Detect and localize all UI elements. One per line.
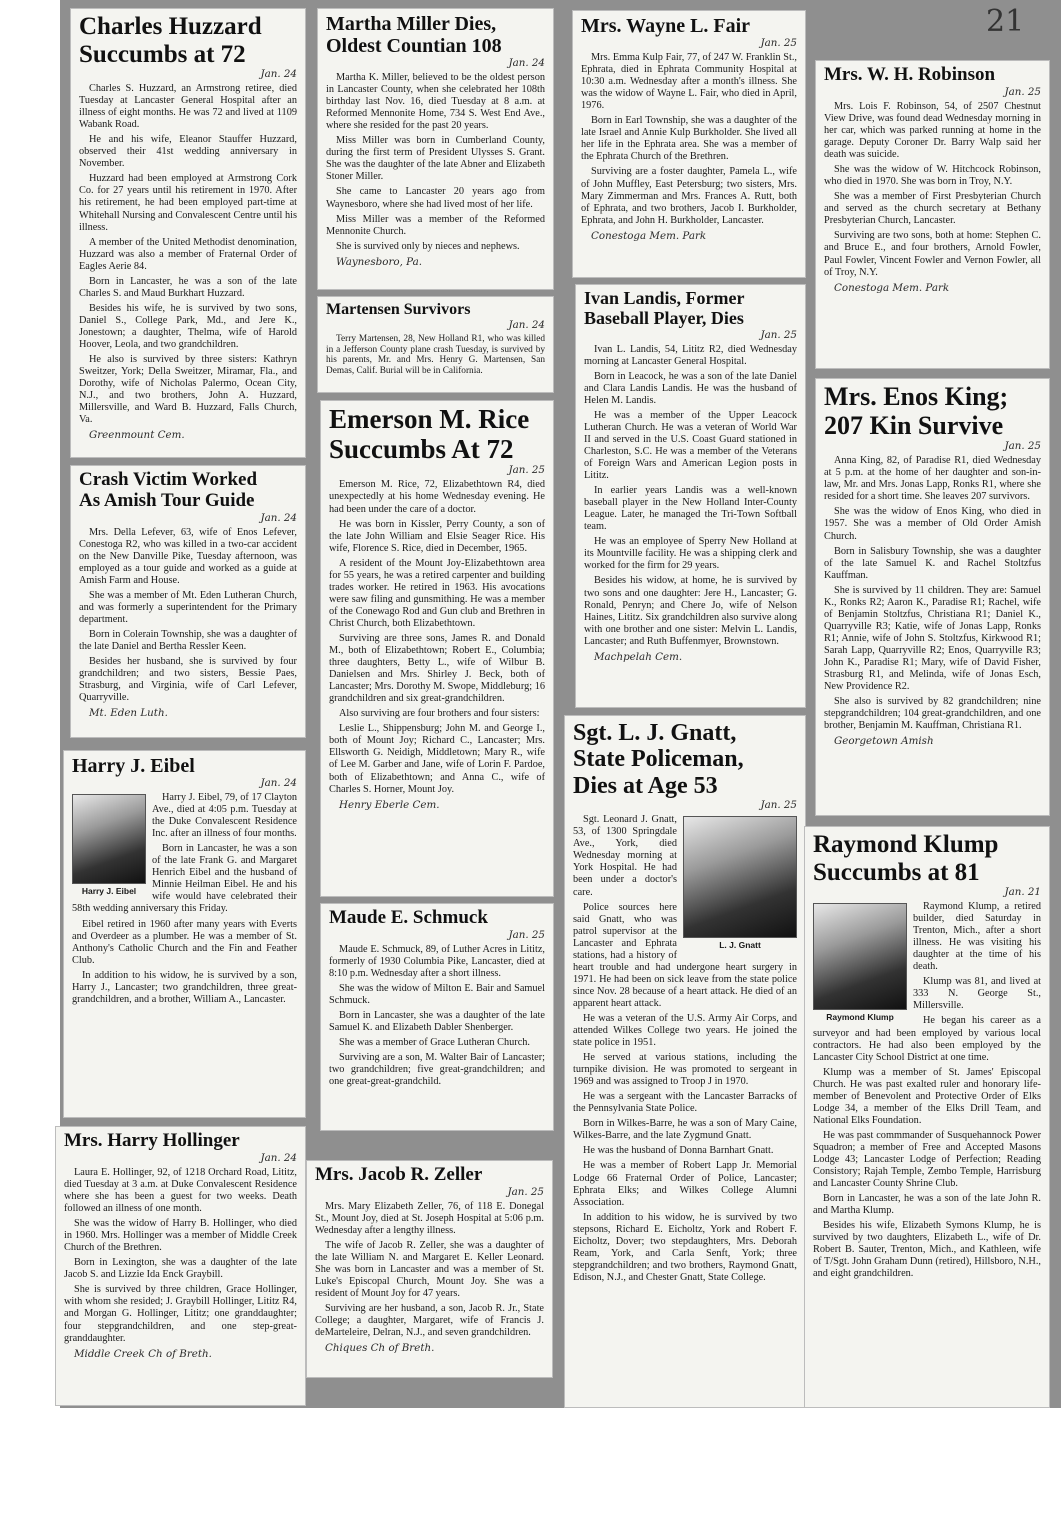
body-paragraph: Harry J. Eibel, 79, of 17 Clayton Ave., died at 4:05 p.m. Tuesday at the Duke Convalescent Residence Inc. after an illness of four months. xyxy=(152,792,297,840)
obituary-eibel xyxy=(63,750,306,1118)
body-paragraph: Police sources here said Gnatt, who was patrol supervisor at the Lancaster and Ephrata stations, had a history of heart trouble and had undergone heart surgery in 1971. He had been on sick leave from the state police since Nov. 28 because of a heart attack. He died of an apparent heart attack. xyxy=(573,901,797,1009)
headline: Mrs. Jacob R. Zeller xyxy=(315,1164,483,1185)
body-paragraph: A resident of the Mount Joy-Elizabethtown area for 55 years, he was a retired carpenter and building trades worker. He retired in 1963. His avocations were saw filing and gunsmithing. He was a member of the Conewago Rod and Gun club and Brethren in Christ Church, both Elizabethtown. xyxy=(329,557,545,629)
body-paragraph: Born in Colerain Township, she was a daughter of the late Daniel and Bertha Ressler Keen. xyxy=(79,629,297,653)
headline: Succumbs at 72 xyxy=(79,40,246,68)
headline: Mrs. W. H. Robinson xyxy=(824,64,996,85)
body-paragraph: He was a member of Robert Lapp Jr. Memorial Lodge 66 Fraternal Order of Police, Lancaster; Ephrata Elks; and Wilkes College Alumni Association. xyxy=(573,1160,797,1208)
body-paragraph: Surviving are her husband, a son, Jacob R. Jr., State College; a daughter, Margaret, wife of Francis J. deMarteleire, Delran, N.J., and seven grandchildren. xyxy=(315,1303,544,1339)
handwritten-note: Greenmount Cem. xyxy=(89,429,185,442)
body-paragraph: He was an employee of Sperry New Holland at its Mountville facility. He was a shipping clerk and worked for the firm for 29 years. xyxy=(584,536,797,572)
body-paragraph: She was the widow of Enos King, who died in 1957. She was a member of Old Order Amish Church. xyxy=(824,506,1041,542)
body-paragraph: Martha K. Miller, believed to be the oldest person in Lancaster County, when she celebrated her 108th birthday last Nov. 16, died Tuesday at 8 a.m. at Reformed Mennonite Home, 734 S. West End Ave., where she resided for the past 20 years. xyxy=(326,72,545,132)
body-paragraph: Besides her husband, she is survived by four grandchildren; and two sisters, Bessie Paes, Strasburg, and Virginia, wife of Carl Lefever, Quarryville. xyxy=(79,656,297,704)
body-paragraph: She is survived by 11 children. They are: Samuel K., Ronks R2; Aaron K., Paradise R1; Rachel, wife of Benjamin Stoltzfus, Christiana R1; Daniel K., Quarryville R3; Katie, wife of Jonas Lapp, Ronks R1; Annie, wife of John S. Stoltzfus, Kirkwood R1; Sarah Lapp, Quarryville R2; Enos, Quarryville R3; John K., Paradise R1; Mary, wife of David Fisher, Strasburg R1, and Melinda, wife of Jonas Esch, New Providence R2. xyxy=(824,584,1041,693)
headline: Charles Huzzard xyxy=(79,13,262,40)
body-paragraph: She was the widow of Milton E. Bair and Samuel Schmuck. xyxy=(329,983,545,1007)
obituary-king xyxy=(815,378,1050,816)
headline: Oldest Countian 108 xyxy=(326,35,502,57)
body-paragraph: Eibel retired in 1960 after many years with Everts and Overdeer as a plumber. He was a member of St. Anthony's Catholic Church and the Fin and Feather Club. xyxy=(72,918,297,966)
obituary-huzzard xyxy=(70,8,306,458)
body-paragraph: He served at various stations, including the turnpike division. He was promoted to sergeant in 1969 and was assigned to Troop J in 1970. xyxy=(573,1052,797,1088)
body-paragraph: In addition to his widow, he is survived by two stepsons, Richard E. Eicholtz, York and Robert F. Eicholtz, Dover; two stepdaughters, Mrs. Deborah Ream, York, and Carla Senft, York; three stepgrandchildren; and two brothers, Raymond Gnatt, Edison, N.J., and Chester Gnatt, State College. xyxy=(573,1211,797,1283)
headline: Harry J. Eibel xyxy=(72,755,195,777)
body-paragraph: She was a member of First Presbyterian Church and served as the church secretary at Bethany Presbyterian Church, Lancaster. xyxy=(824,191,1041,227)
handwritten-date: Jan. 25 xyxy=(760,37,797,49)
handwritten-note: Chiques Ch of Breth. xyxy=(325,1342,435,1355)
body-paragraph: The wife of Jacob R. Zeller, she was a daughter of the late William N. and Margaret E. Keller Leonard. She was born in Lancaster and was a member of St. Luke's Episcopal Church, Mount Joy. She was a resident of Mount Joy for 47 years. xyxy=(315,1240,544,1300)
body-paragraph: Raymond Klump, a retired builder, died Saturday in Trenton, Mich., after a short illness. He was visiting his daughter at the time of his death. xyxy=(913,901,1041,973)
body-paragraph: She is survived only by nieces and nephews. xyxy=(336,240,520,252)
headline: Martensen Survivors xyxy=(326,301,471,318)
body-paragraph: She was a member of Mt. Eden Lutheran Church, and was formerly a superintendent for the Primary department. xyxy=(79,590,297,626)
body-paragraph: In addition to his widow, he is survived by a son, Harry J., Lancaster; two grandchildren, three great-grandchildren, and a brother, William A., Lancaster. xyxy=(72,969,297,1005)
body-paragraph: Klump was 81, and lived at 333 N. George St., Millersville. xyxy=(913,976,1041,1012)
photo-caption: Raymond Klump xyxy=(826,1012,894,1023)
handwritten-note: Mt. Eden Luth. xyxy=(89,707,168,720)
obituary-rice xyxy=(320,400,554,897)
body-paragraph: In earlier years Landis was a well-known baseball player in the New Holland Inter-County League. Later, he managed the Tri-Town Softball team. xyxy=(584,485,797,533)
page-number: 21 xyxy=(986,4,1025,39)
handwritten-date: Jan. 24 xyxy=(260,777,297,789)
body-paragraph: She also is survived by 82 grandchildren; nine stepgrandchildren; 104 great-grandchildren, and one brother, Benjamin M. Kauffman, Christiana R1. xyxy=(824,696,1041,732)
body-paragraph: She came to Lancaster 20 years ago from Waynesboro, where she had lived most of her life. xyxy=(326,186,545,210)
handwritten-date: Jan. 24 xyxy=(260,68,297,80)
body-paragraph: Born in Leacock, he was a son of the late Daniel and Clara Landis Landis. He was the husband of Helen M. Landis. xyxy=(584,370,797,406)
body-paragraph: Huzzard had been employed at Armstrong Cork Co. for 27 years until his retirement in 1970. After his retirement, he had been employed part-time at Whitehall Nursing and Convalescent Centre until his illness. xyxy=(79,173,297,233)
body-paragraph: Anna King, 82, of Paradise R1, died Wednesday at 5 p.m. at the home of her daughter and son-in-law, Mr. and Mrs. Jonas Lapp, Ronks R1, where she resided for a short time. She leaves 207 survivors. xyxy=(824,455,1041,503)
handwritten-date: Jan. 25 xyxy=(760,799,797,812)
body-paragraph: Born in Lexington, she was a daughter of the late Jacob S. and Lizzie Ida Enck Graybill. xyxy=(64,1257,297,1281)
handwritten-date: Jan. 25 xyxy=(508,928,545,941)
body-paragraph: He was the husband of Donna Barnhart Gnatt. xyxy=(583,1145,774,1157)
body-paragraph: Born in Wilkes-Barre, he was a son of Mary Caine, Wilkes-Barre, and the late Zygmund Gnatt. xyxy=(573,1118,797,1142)
body-paragraph: Besides his widow, at home, he is survived by two sons and one daughter: Jere H., Lancaster; G. Ronald, Penryn; and Chere Jo, wife of Nelson Haines, Lititz. Six grandchildren also survive along with one brother and one sister: Melvin L. Landis, Lancaster; and Ruth Buffenmyer, Brownstown. xyxy=(584,575,797,647)
obituary-klump xyxy=(804,826,1050,1408)
handwritten-note: Machpelah Cem. xyxy=(594,650,683,663)
body-paragraph: Charles S. Huzzard, an Armstrong retiree, died Tuesday at Lancaster General Hospital after an illness of eight months. He was 72 and lived at 1109 Wabank Road. xyxy=(79,83,297,131)
headline: Dies at Age 53 xyxy=(573,772,718,799)
body-paragraph: Born in Lancaster, she was a daughter of the late Samuel K. and Elizabeth Dabler Shenberger. xyxy=(329,1010,545,1034)
body-paragraph: Also surviving are four brothers and four sisters: xyxy=(339,708,540,720)
body-paragraph: She was the widow of Harry B. Hollinger, who died in 1960. Mrs. Hollinger was a member of Middle Creek Church of the Brethren. xyxy=(64,1218,297,1254)
body-paragraph: Leslie L., Shippensburg; John M. and George I., both of Mount Joy; Richard C., Lancaster; Mrs. Ellsworth G. Neidigh, Middletown; Mary R., wife of Lee M. Garber and Jane, wife of Lorin F. Pardoe, both of Elizabethtown; and Anna C., wife of Charles S. Horner, Mount Joy. xyxy=(329,723,545,795)
body-paragraph: A member of the United Methodist denomination, Huzzard was also a member of Fraternal Order of Eagles Aerie 84. xyxy=(79,236,297,272)
headline: Ivan Landis, Former xyxy=(584,288,745,308)
portrait-photo xyxy=(72,794,146,896)
body-paragraph: Mrs. Lois F. Robinson, 54, of 2507 Chestnut View Drive, was found dead Wednesday morning in her car, which was parked running at home in the garage. Deputy Coroner Dr. Barry Walp said her death was suicide. xyxy=(824,100,1041,161)
headline: Martha Miller Dies, xyxy=(326,13,497,35)
handwritten-note: Waynesboro, Pa. xyxy=(336,255,422,268)
handwritten-date: Jan. 24 xyxy=(508,57,545,69)
body-paragraph: She was a member of Grace Lutheran Church. xyxy=(339,1037,530,1049)
headline: Succumbs at 81 xyxy=(813,858,980,886)
body-paragraph: Besides his wife, he is survived by two sons, Daniel S., College Park, Md., and Jere K., Jonestown; a daughter, Thelma, wife of Harold Hoover, Leola, and two grandchildren. xyxy=(79,302,297,350)
body-paragraph: He was a veteran of the U.S. Army Air Corps, and attended Wilkes College two years. He joined the state police in 1951. xyxy=(573,1012,797,1049)
body-paragraph: Emerson M. Rice, 72, Elizabethtown R4, died unexpectedly at his home Wednesday evening. He had been under the care of a doctor. xyxy=(329,479,545,515)
handwritten-date: Jan. 24 xyxy=(508,318,545,331)
photo-caption: Harry J. Eibel xyxy=(81,886,137,897)
body-paragraph: Mrs. Mary Elizabeth Zeller, 76, of 118 E. Donegal St., Mount Joy, died at St. Joseph Hospital at 5:06 p.m. Wednesday after a lengthy illness. xyxy=(315,1200,544,1237)
handwritten-note: Henry Eberle Cem. xyxy=(339,798,440,811)
body-paragraph: Born in Lancaster, he was a son of the late Frank G. and Margaret Henrich Eibel and the husband of Minnie Heilman Eibel. He and his wife would have celebrated their 58th wedding anniversary this Friday. xyxy=(72,843,297,915)
body-paragraph: Born in Earl Township, she was a daughter of the late Israel and Annie Kulp Burkholder. She lived all her life in the Ephrata area. She was a member of the Ephrata Church of the Brethren. xyxy=(581,115,797,163)
handwritten-date: Jan. 25 xyxy=(760,328,797,341)
body-paragraph: Besides his wife, Elizabeth Symons Klump, he is survived by two daughters, Elizabeth L., wife of Dr. Robert B. Sauter, Trenton, Mich., and Kathleen, wife of T/Sgt. John Graham Dunn (retired), Hillsboro, N.H., and eight grandchildren. xyxy=(813,1220,1041,1280)
obituary-gnatt xyxy=(564,715,806,1408)
body-paragraph: He was a member of the Upper Leacock Lutheran Church. He was a veteran of World War II and served in the U.S. Coast Guard stationed in Charleston, S.C. He was a member of the Veterans of Foreign Wars and American Legion posts in Lititz. xyxy=(584,409,797,482)
body-paragraph: Surviving are three sons, James R. and Donald M., both of Elizabethtown; Robert E., Columbia; three daughters, Betty L., wife of Wilbur B. Danielsen and Mrs. Shirley J. Beck, both of Lancaster; Mrs. Dorothy M. Swope, Middleburg; 16 grandchildren and six great-grandchildren. xyxy=(329,632,545,705)
body-paragraph: Miss Miller was a member of the Reformed Mennonite Church. xyxy=(326,213,545,237)
obituary-landis xyxy=(575,284,806,708)
headline: Emerson M. Rice xyxy=(329,404,530,434)
headline: Maude E. Schmuck xyxy=(329,907,488,928)
headline: Raymond Klump xyxy=(813,831,999,858)
body-paragraph: He began his career as a surveyor and had been employed by various local contractors. He had also been employed by the Lancaster City School District at one time. xyxy=(813,1015,1041,1063)
handwritten-note: Conestoga Mem. Park xyxy=(591,229,707,242)
headline: Mrs. Wayne L. Fair xyxy=(581,15,751,37)
obituary-schmuck xyxy=(320,903,554,1131)
body-paragraph: He also is survived by three sisters: Kathryn Sweitzer, York; Della Sweitzer, Miramar, Fla., and Dorothy, wife of Nicholas Palermo, Ocean City, N.J., and two brothers, John A. Huzzard, Millersville, and Ward B. Huzzard, Falls Church, Va. xyxy=(79,354,297,426)
handwritten-note: Middle Creek Ch of Breth. xyxy=(74,1347,212,1360)
obituary-robinson xyxy=(815,60,1050,369)
handwritten-date: Jan. 24 xyxy=(260,1151,297,1164)
body-paragraph: He and his wife, Eleanor Stauffer Huzzard, observed their 41st wedding anniversary in November. xyxy=(79,134,297,170)
body-paragraph: Surviving are a foster daughter, Pamela L., wife of John Muffley, East Petersburg; two sisters, Mrs. Mary Zimmerman and Mrs. Frances A. Rutt, both of Ephrata, and two brothers, Jacob I. Burkholder, Ephrata, and John H. Burkholder, Lancaster. xyxy=(581,166,797,226)
body-paragraph: She is survived by three children, Grace Hollinger, with whom she resided; J. Graybill Hollinger, Lititz R4, and Morgan G. Hollinger, Lititz; one granddaughter; four stepgrandchildren, and one step-great-granddaughter. xyxy=(64,1284,297,1344)
headline: Mrs. Enos King; xyxy=(824,382,1009,411)
body-paragraph: Laura E. Hollinger, 92, of 1218 Orchard Road, Lititz, died Tuesday at 3 a.m. at Duke Convalescent Residence where she has been a guest for two weeks. Death followed an illness of one month. xyxy=(64,1166,297,1215)
body-paragraph: He was born in Kissler, Perry County, a son of the late John William and Elsie Seager Rice. His wife, Florence S. Rice, died in December, 1965. xyxy=(329,518,545,554)
portrait-image xyxy=(683,816,797,938)
obituary-miller xyxy=(317,8,554,290)
handwritten-note: Conestoga Mem. Park xyxy=(834,281,950,294)
portrait-image xyxy=(813,903,907,1010)
body-paragraph: Miss Miller was born in Cumberland County, during the first term of President Ulysses S. Grant. She was the daughter of the late Abner and Elizabeth Stoner Miller. xyxy=(326,135,545,183)
body-paragraph: Surviving are two sons, both at home: Stephen C. and Bruce E., and four brothers, Arnold Fowler, Paul Fowler, Vincent Fowler and Vernon Fowler, all of Troy, N.Y. xyxy=(824,230,1041,278)
portrait-image xyxy=(72,794,146,884)
handwritten-date: Jan. 25 xyxy=(1004,85,1041,98)
handwritten-date: Jan. 25 xyxy=(507,1185,544,1198)
body-paragraph: Maude E. Schmuck, 89, of Luther Acres in Lititz, formerly of 1930 Columbia Pike, Lancaster, died at 8:10 p.m. Wednesday after a short illness. xyxy=(329,943,545,980)
photo-caption: L. J. Gnatt xyxy=(719,940,761,951)
portrait-photo xyxy=(683,816,797,950)
headline: As Amish Tour Guide xyxy=(79,489,255,511)
obituary-hollinger xyxy=(55,1126,306,1406)
headline: Crash Victim Worked xyxy=(79,469,258,490)
headline: Sgt. L. J. Gnatt, xyxy=(573,720,737,746)
obituary-zeller xyxy=(306,1160,553,1378)
body-paragraph: He was past commmander of Susquehannock Power Squadron; a member of Free and Accepted Masons Lodge 43; Lancaster Lodge of Perfection; Reading Consistory; Rajah Temple, Zembo Temple, Harrisburg and Lancaster County Shrine Club. xyxy=(813,1129,1041,1190)
body-paragraph: He was a sergeant with the Lancaster Barracks of the Pennsylvania State Police. xyxy=(573,1091,797,1115)
headline: Succumbs At 72 xyxy=(329,433,514,464)
handwritten-date: Jan. 25 xyxy=(508,464,545,477)
body-paragraph: Klump was a member of St. James' Episcopal Church. He was past exalted ruler and honorary life-member of Benevolent and Protective Order of Elks Lodge 34, a member of the Elks Drill Team, and National Elks Foundation. xyxy=(813,1066,1041,1126)
body-paragraph: Sgt. Leonard J. Gnatt, 53, of 1300 Springdale Ave., York, died Wednesday morning at York Hospital. He had been under a doctor's care. xyxy=(573,814,677,898)
body-paragraph: Born in Salisbury Township, she was a daughter of the late Samuel K. and Rachel Stoltzfus Kauffman. xyxy=(824,545,1041,581)
headline: 207 Kin Survive xyxy=(824,410,1004,440)
body-paragraph: Born in Lancaster, he was a son of the late Charles S. and Maud Burkhart Huzzard. xyxy=(79,275,297,299)
headline: Mrs. Harry Hollinger xyxy=(64,1130,240,1151)
body-paragraph: Mrs. Della Lefever, 63, wife of Enos Lefever, Conestoga R2, who was killed in a two-car accident on the New Danville Pike, Tuesday afternoon, was employed as a tour guide and worked as a guide at Amish Farm and House. xyxy=(79,526,297,587)
body-paragraph: Born in Lancaster, he was a son of the late John R. and Martha Klump. xyxy=(813,1193,1041,1217)
body-paragraph: Terry Martensen, 28, New Holland R1, who was killed in a Jefferson County plane crash Tuesday, is survived by his parents, Mr. and Mrs. Henry G. Martensen, San Demas, Calif. Burial will be in California. xyxy=(326,333,545,377)
handwritten-date: Jan. 24 xyxy=(260,511,297,524)
body-paragraph: Surviving are a son, M. Walter Bair of Lancaster; two grandchildren; five great-grandchildren; and one great-great-grandchild. xyxy=(329,1052,545,1088)
handwritten-note: Georgetown Amish xyxy=(834,735,934,748)
obituary-lefever xyxy=(70,465,306,738)
handwritten-date: Jan. 21 xyxy=(1004,886,1041,898)
handwritten-date: Jan. 25 xyxy=(1004,440,1041,453)
obituary-martensen xyxy=(317,296,554,393)
headline: State Policeman, xyxy=(573,746,744,773)
portrait-photo xyxy=(813,903,907,1022)
obituary-fair xyxy=(572,10,806,278)
body-paragraph: She was the widow of W. Hitchcock Robinson, who died in 1970. She was born in Troy, N.Y. xyxy=(824,164,1041,188)
headline: Baseball Player, Dies xyxy=(584,307,744,328)
body-paragraph: Ivan L. Landis, 54, Lititz R2, died Wednesday morning at Lancaster General Hospital. xyxy=(584,343,797,367)
body-paragraph: Mrs. Emma Kulp Fair, 77, of 247 W. Franklin St., Ephrata, died in Ephrata Community Hospital at 10:30 a.m. Wednesday after a month's illness. She was the widow of Wayne L. Fair, who died in April, 1976. xyxy=(581,52,797,112)
